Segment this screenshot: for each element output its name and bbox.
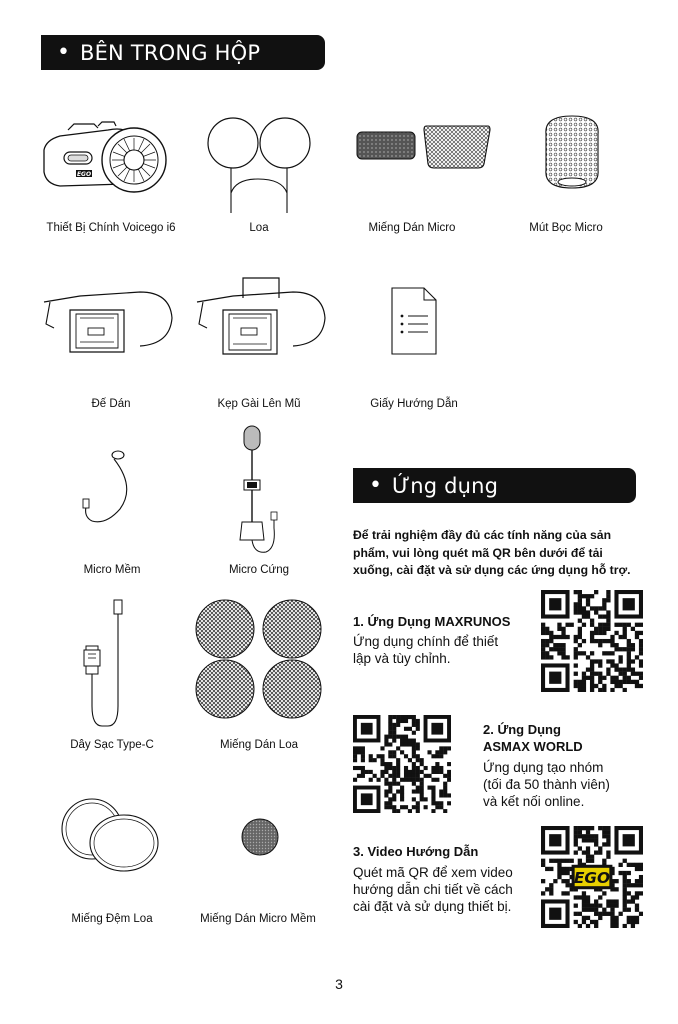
qr-code-icon[interactable]: [541, 826, 643, 928]
app3-description: Quét mã QR để xem video hướng dẫn chi tiết về cách cài đặt và sử dụng thiết bị.: [353, 865, 513, 914]
adhesive-mount-icon: [40, 288, 175, 360]
helmet-clip-icon: [193, 274, 328, 362]
speaker-sticker-icon: [194, 599, 324, 719]
section-title: BÊN TRONG HỘP: [79, 40, 261, 65]
item-caption-speaker-pad: Miếng Đệm Loa: [71, 913, 153, 925]
ego-logo: EGO: [573, 869, 611, 888]
app3-title: 3. Video Hướng Dẫn: [353, 844, 479, 859]
item-caption-helmet-clip: Kẹp Gài Lên Mũ: [217, 398, 301, 410]
qr-code-icon[interactable]: [541, 590, 643, 692]
soft-mic-icon: [78, 445, 140, 535]
app1-title: 1. Ứng Dụng MAXRUNOS: [353, 614, 511, 629]
item-caption-usb-c-cable: Dây Sạc Type-C: [70, 739, 154, 751]
item-caption-boom-mic: Micro Cứng: [228, 564, 290, 576]
item-caption-speaker-sticker: Miếng Dán Loa: [220, 739, 298, 751]
section-banner-apps: • Ứng dụng: [353, 468, 636, 503]
qr-code-icon[interactable]: [353, 715, 451, 813]
section-title: Ứng dụng: [391, 473, 499, 498]
page-number: 3: [335, 976, 343, 992]
item-caption-mic-foam: Mút Bọc Micro: [529, 222, 603, 234]
mic-sticker-icon: [354, 122, 494, 182]
speaker-pad-icon: [58, 795, 164, 875]
item-caption-speaker: Loa: [249, 222, 269, 234]
item-caption-manual: Giấy Hướng Dẫn: [370, 398, 458, 410]
boom-mic-icon: [232, 424, 288, 560]
soft-mic-sticker-icon: [240, 817, 280, 857]
app2-description: Ứng dụng tạo nhóm (tối đa 50 thành viên) và kết nối online.: [483, 760, 610, 809]
app1-description: Ứng dụng chính để thiết lập và tùy chỉnh.: [353, 634, 499, 666]
mic-foam-icon: [538, 112, 606, 196]
svg-text:EGO: EGO: [76, 171, 92, 178]
app2-title: 2. Ứng Dụng ASMAX WORLD: [483, 722, 583, 754]
item-caption-soft-mic: Micro Mềm: [83, 564, 141, 576]
usb-c-cable-icon: [80, 596, 140, 732]
item-caption-adhesive-mount: Đế Dán: [91, 398, 131, 410]
manual-icon: [388, 286, 440, 358]
item-caption-main-device: Thiết Bị Chính Voicego i6: [46, 222, 176, 234]
item-caption-soft-mic-sticker: Miếng Dán Micro Mềm: [200, 913, 316, 925]
section-banner-in-box: • BÊN TRONG HỘP: [41, 35, 325, 70]
item-caption-mic-sticker: Miếng Dán Micro: [368, 222, 456, 234]
main-device-icon: [38, 112, 168, 198]
speaker-icon: [206, 113, 312, 217]
apps-intro: Để trải nghiệm đầy đủ các tính năng của sản phẩm, vui lòng quét mã QR bên dưới để tải xuống, cài đặt và sử dụng các ứng dụng hỗ trợ.: [353, 528, 631, 577]
